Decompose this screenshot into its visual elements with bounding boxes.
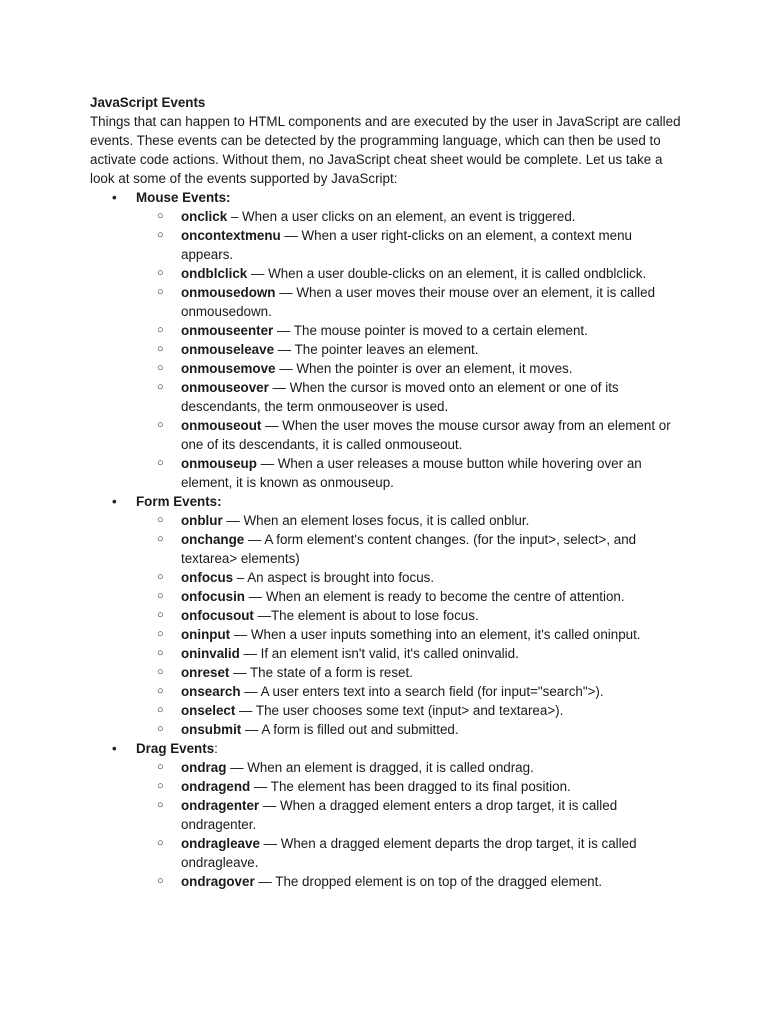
category-colon: : <box>214 741 218 756</box>
category-label: Mouse Events: <box>136 190 231 205</box>
circle-bullet-icon: ○ <box>157 210 164 222</box>
circle-bullet-icon: ○ <box>157 324 164 336</box>
event-item <box>136 796 682 834</box>
event-description: —The element is about to lose focus. <box>253 608 479 623</box>
circle-bullet-icon: ○ <box>157 590 164 602</box>
event-description: — When an element is dragged, it is called ondrag. <box>226 760 534 775</box>
circle-bullet-icon: ○ <box>157 723 164 735</box>
event-description: – When a user clicks on an element, an event is triggered. <box>227 209 576 224</box>
intro-paragraph: Things that can happen to HTML components and are executed by the user in JavaScript are called events. These events can be detected by the programming language, which can then be used to activate code actions. Without them, no JavaScript cheat sheet would be complete. Let us take a look at some of the events supported by JavaScript: <box>90 114 681 186</box>
event-list <box>136 758 682 891</box>
category-label: Drag Events <box>136 741 215 756</box>
event-description: — If an element isn't valid, it's called oninvalid. <box>239 646 519 661</box>
event-item <box>136 530 682 568</box>
document-content <box>90 93 682 891</box>
event-description: — The element has been dragged to its final position. <box>250 779 571 794</box>
event-name: onchange <box>181 532 245 547</box>
event-item <box>136 834 682 872</box>
event-description: — When a user releases a mouse button while hovering over an element, it is known as onmouseup. <box>181 456 642 490</box>
event-item <box>136 606 682 625</box>
event-category <box>90 739 682 891</box>
circle-bullet-icon: ○ <box>157 628 164 640</box>
event-name: onblur <box>181 513 223 528</box>
event-name: ondragleave <box>181 836 260 851</box>
bullet-icon: • <box>112 741 117 756</box>
circle-bullet-icon: ○ <box>157 837 164 849</box>
event-description: — A form is filled out and submitted. <box>241 722 459 737</box>
event-item <box>136 511 682 530</box>
circle-bullet-icon: ○ <box>157 419 164 431</box>
circle-bullet-icon: ○ <box>157 799 164 811</box>
circle-bullet-icon: ○ <box>157 609 164 621</box>
event-description: — The dropped element is on top of the dragged element. <box>254 874 603 889</box>
event-name: onselect <box>181 703 236 718</box>
event-name: onsearch <box>181 684 241 699</box>
bullet-icon: • <box>112 494 117 509</box>
event-name: onmousemove <box>181 361 276 376</box>
event-name: onmouseenter <box>181 323 274 338</box>
event-name: onclick <box>181 209 228 224</box>
circle-bullet-icon: ○ <box>157 362 164 374</box>
event-description: — When a user right-clicks on an element, a context menu appears. <box>181 228 632 262</box>
event-description: — The state of a form is reset. <box>229 665 413 680</box>
circle-bullet-icon: ○ <box>157 267 164 279</box>
event-item <box>136 758 682 777</box>
event-description: — A user enters text into a search field (for input="search">). <box>240 684 604 699</box>
event-item <box>136 264 682 283</box>
circle-bullet-icon: ○ <box>157 571 164 583</box>
event-name: onfocusout <box>181 608 254 623</box>
event-item <box>136 568 682 587</box>
document-title: JavaScript Events <box>90 95 206 110</box>
event-item <box>136 644 682 663</box>
event-description: — When the pointer is over an element, it moves. <box>275 361 573 376</box>
event-item <box>136 701 682 720</box>
event-name: ondrag <box>181 760 227 775</box>
event-name: onfocusin <box>181 589 245 604</box>
event-description: — The mouse pointer is moved to a certain element. <box>273 323 588 338</box>
category-label: Form Events: <box>136 494 222 509</box>
circle-bullet-icon: ○ <box>157 704 164 716</box>
event-item <box>136 359 682 378</box>
event-description: — When a dragged element departs the drop target, it is called ondragleave. <box>181 836 637 870</box>
event-description: — When an element loses focus, it is called onblur. <box>222 513 530 528</box>
event-description: — When a user inputs something into an element, it's called oninput. <box>230 627 641 642</box>
circle-bullet-icon: ○ <box>157 343 164 355</box>
circle-bullet-icon: ○ <box>157 647 164 659</box>
bullet-icon: • <box>112 190 117 205</box>
event-item <box>136 416 682 454</box>
circle-bullet-icon: ○ <box>157 286 164 298</box>
circle-bullet-icon: ○ <box>157 533 164 545</box>
event-item <box>136 720 682 739</box>
event-name: ondblclick <box>181 266 248 281</box>
event-category <box>90 188 682 492</box>
event-name: onreset <box>181 665 230 680</box>
event-name: ondragend <box>181 779 251 794</box>
event-item <box>136 321 682 340</box>
event-item <box>136 207 682 226</box>
event-item <box>136 340 682 359</box>
circle-bullet-icon: ○ <box>157 685 164 697</box>
event-name: oncontextmenu <box>181 228 281 243</box>
event-description: — When the cursor is moved onto an element or one of its descendants, the term onmouseover is used. <box>181 380 619 414</box>
circle-bullet-icon: ○ <box>157 457 164 469</box>
event-name: onmouseover <box>181 380 269 395</box>
event-category <box>90 492 682 739</box>
event-item <box>136 682 682 701</box>
event-item <box>136 226 682 264</box>
circle-bullet-icon: ○ <box>157 761 164 773</box>
event-name: ondragenter <box>181 798 260 813</box>
event-name: onfocus <box>181 570 234 585</box>
event-name: onmouseup <box>181 456 257 471</box>
event-description: — The pointer leaves an element. <box>274 342 479 357</box>
event-name: onmouseout <box>181 418 262 433</box>
event-description: — When the user moves the mouse cursor away from an element or one of its descendants, it is called onmouseout. <box>181 418 671 452</box>
event-description: — The user chooses some text (input> and textarea>). <box>235 703 564 718</box>
event-description: – An aspect is brought into focus. <box>233 570 435 585</box>
event-item <box>136 872 682 891</box>
circle-bullet-icon: ○ <box>157 780 164 792</box>
event-name: oninvalid <box>181 646 240 661</box>
event-description: — When a dragged element enters a drop target, it is called ondragenter. <box>181 798 618 832</box>
event-category-list <box>90 188 682 891</box>
event-list <box>136 207 682 492</box>
event-name: onmouseleave <box>181 342 275 357</box>
event-name: onsubmit <box>181 722 242 737</box>
event-item <box>136 777 682 796</box>
event-item <box>136 378 682 416</box>
event-description: — When a user double-clicks on an element, it is called ondblclick. <box>247 266 647 281</box>
circle-bullet-icon: ○ <box>157 229 164 241</box>
event-item <box>136 283 682 321</box>
event-item <box>136 663 682 682</box>
event-description: — When an element is ready to become the centre of attention. <box>244 589 625 604</box>
event-name: oninput <box>181 627 231 642</box>
circle-bullet-icon: ○ <box>157 666 164 678</box>
event-name: ondragover <box>181 874 255 889</box>
circle-bullet-icon: ○ <box>157 875 164 887</box>
event-item <box>136 587 682 606</box>
event-name: onmousedown <box>181 285 276 300</box>
event-item <box>136 625 682 644</box>
event-item <box>136 454 682 492</box>
circle-bullet-icon: ○ <box>157 381 164 393</box>
event-description: — When a user moves their mouse over an element, it is called onmousedown. <box>181 285 656 319</box>
circle-bullet-icon: ○ <box>157 514 164 526</box>
event-description: — A form element's content changes. (for the input>, select>, and textarea> elements) <box>181 532 637 566</box>
event-list <box>136 511 682 739</box>
